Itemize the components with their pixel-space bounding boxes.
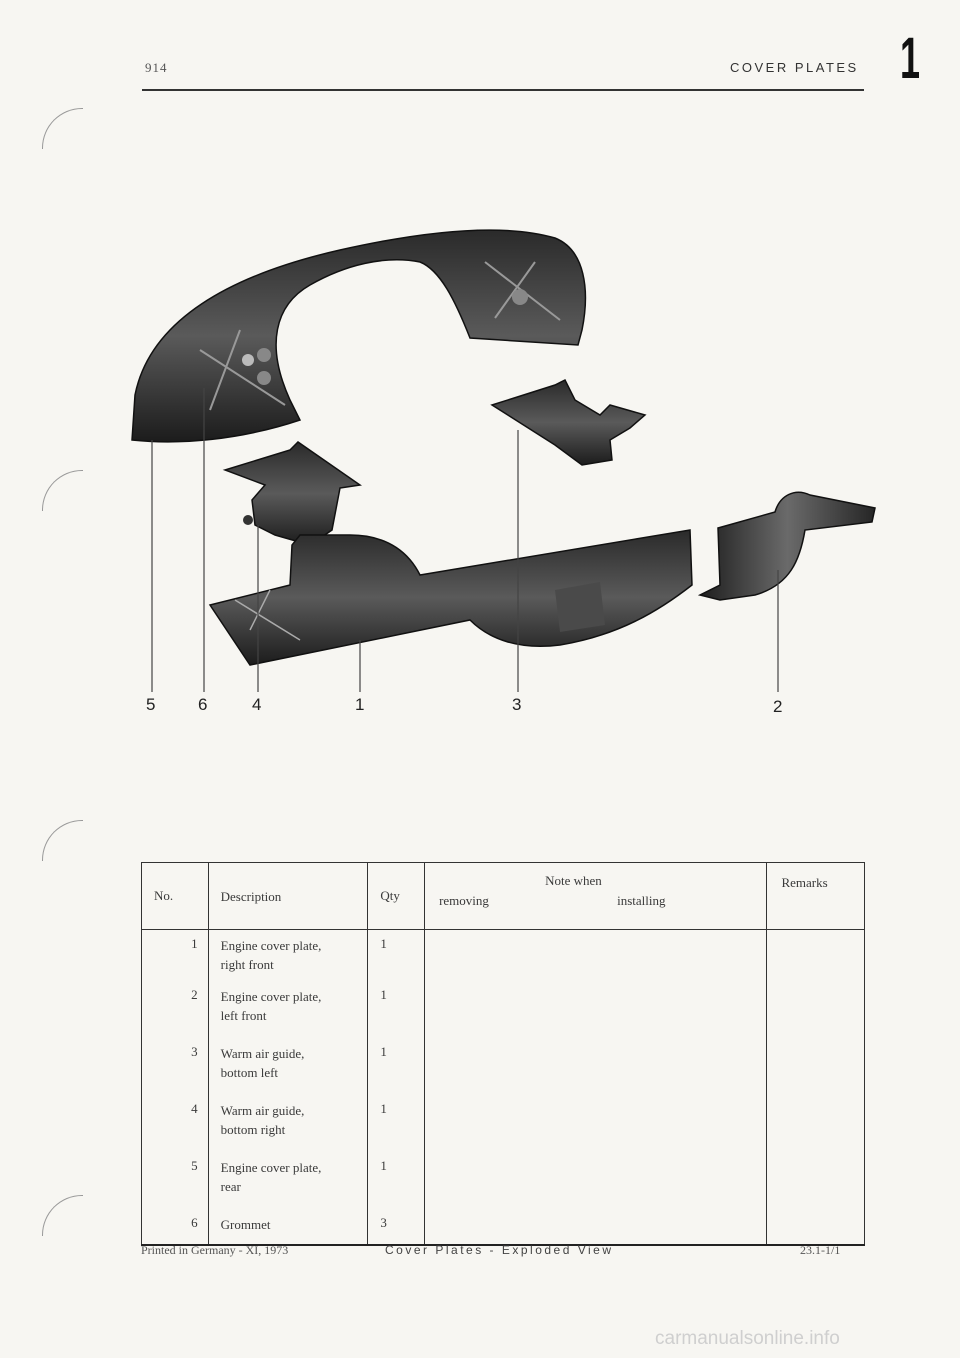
watermark: carmanualsonline.info: [655, 1328, 840, 1349]
row-remarks: [767, 1215, 865, 1245]
row-note: [425, 1101, 767, 1158]
callout-3: 3: [512, 695, 522, 714]
table-row: [142, 1101, 865, 1158]
row-description: [208, 1044, 368, 1101]
description-line-1: Warm air guide,: [220, 1102, 305, 1118]
header-no: No.: [142, 863, 209, 930]
row-description: [208, 1215, 368, 1245]
description-line-1: Engine cover plate,: [220, 1159, 322, 1175]
callout-1: 1: [355, 695, 365, 714]
row-remarks: [767, 1101, 865, 1158]
description-line-1: Warm air guide,: [220, 1045, 305, 1061]
row-qty: 1: [368, 1044, 425, 1101]
header-remarks: Remarks: [767, 863, 865, 930]
description-line-1: Engine cover plate,: [220, 938, 322, 953]
row-qty: 3: [368, 1215, 425, 1245]
footer-subtitle: Cover Plates - Exploded View: [385, 1243, 614, 1257]
part-1-engine-cover-plate-right-front: [210, 530, 692, 665]
page-title: COVER PLATES: [730, 60, 859, 75]
model-number: 914: [145, 60, 168, 75]
row-no: 3: [142, 1044, 209, 1101]
part-2-engine-cover-plate-left-front: [700, 492, 875, 600]
table-row: [142, 987, 865, 1044]
row-description: [208, 1158, 368, 1215]
callout-2: 2: [773, 697, 783, 716]
row-qty: 1: [368, 1158, 425, 1215]
installing-label: installing: [617, 893, 666, 908]
row-remarks: [767, 987, 865, 1044]
binder-mark: [42, 1195, 83, 1236]
row-note: [425, 1158, 767, 1215]
binder-mark: [42, 820, 83, 861]
row-description: [208, 930, 368, 987]
callout-5: 5: [146, 695, 156, 714]
footer-printed: Printed in Germany - XI, 1973: [141, 1243, 289, 1257]
row-no: 4: [142, 1101, 209, 1158]
row-description: [208, 1101, 368, 1158]
table-row: [142, 1215, 865, 1245]
header-note-when: [425, 863, 767, 930]
row-qty: 1: [368, 930, 425, 987]
section-number: 1: [900, 26, 921, 91]
description-line-1: Grommet: [220, 1216, 271, 1232]
row-no: 6: [142, 1215, 209, 1245]
row-remarks: [767, 1158, 865, 1215]
row-qty: 1: [368, 1101, 425, 1158]
row-no: 5: [142, 1158, 209, 1215]
footer-page-ref: 23.1-1/1: [800, 1243, 841, 1257]
row-no: 1: [142, 930, 209, 987]
description-line-2: right front: [220, 957, 274, 972]
table-row: [142, 1044, 865, 1101]
row-no: 2: [142, 987, 209, 1044]
row-note: [425, 1215, 767, 1245]
description-line-2: left front: [220, 1007, 267, 1023]
description-line-2: bottom left: [220, 1064, 279, 1080]
row-note: [425, 1044, 767, 1101]
part-4-warm-air-guide-right: [225, 442, 360, 545]
note-when-label: Note when: [545, 873, 602, 888]
description-line-1: Engine cover plate,: [220, 988, 322, 1004]
header-qty: Qty: [368, 863, 425, 930]
row-qty: 1: [368, 987, 425, 1044]
removing-label: removing: [439, 893, 489, 908]
row-remarks: [767, 1044, 865, 1101]
row-note: [425, 987, 767, 1044]
table-row: [142, 930, 865, 987]
header-description: Description: [208, 863, 368, 930]
table-header-row: [142, 863, 865, 930]
callout-6: 6: [198, 695, 208, 714]
description-line-2: rear: [220, 1178, 241, 1194]
parts-table: [141, 862, 865, 1246]
row-remarks: [767, 930, 865, 987]
row-description: [208, 987, 368, 1044]
table-row: [142, 1158, 865, 1215]
description-line-2: bottom right: [220, 1121, 286, 1137]
row-note: [425, 930, 767, 987]
callout-4: 4: [252, 695, 262, 714]
part-3-warm-air-guide-left: [492, 380, 645, 465]
